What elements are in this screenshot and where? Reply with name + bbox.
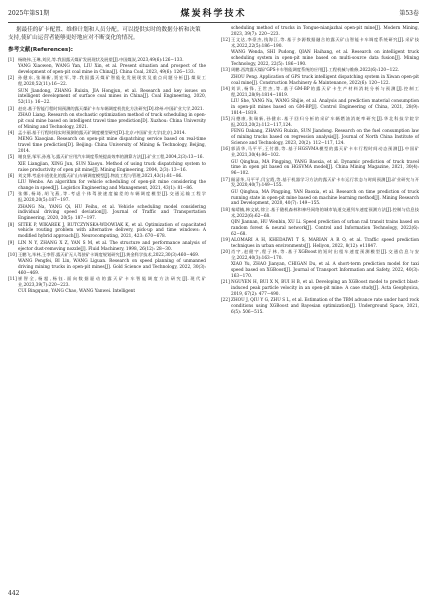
reference-text: 张娜,杨琦,胡飞燕,等.考虑个体驾驶速度偏差的车辆调度模型[J].交通运输工程学报,2020,20(5):187−197. xyxy=(18,192,206,204)
right-column xyxy=(221,26,419,317)
reference-text: 王文达,李豪杰,钱海江,等.基于多源数据融合的露天矿山智能卡车调度系统研究[J].采矿技术,2022,22(5):186−190. xyxy=(231,38,419,50)
reference-text: ZHAO Liang. Research on stochastic optimization method of truck scheduling in open-pit coal mine based on intelligent travel time prediction[D]. Xuzhou: China University of Mining and Technology, 2021. xyxy=(18,112,206,130)
reference-number: [10] xyxy=(8,252,17,258)
reference-entry xyxy=(8,241,206,253)
left-column xyxy=(8,26,206,296)
reference-entry xyxy=(8,253,206,259)
reference-entry xyxy=(8,192,206,204)
reference-entry xyxy=(8,76,206,88)
reference-text: ZHANG Na, YANG Qi, HU Feihu, et al. Vehicle scheduling model considering individual driving speed deviation[J]. Journal of Traffic and Transportation Engineering, 2020, 20(5): 187−197. xyxy=(18,204,206,222)
reference-text: 王鹏飞,毕林,王李管.露天矿无人驾驶矿卡调度规划研究[J].黄金科学技术,2022,30(3):460−469. xyxy=(18,252,200,258)
reference-text: NGUYEN H, BUI X N, BUI H B, et al. Developing an XGBoost model to predict blast-induced peak particle velocity in an open-pit mine: A case study[J]. Acta Geophysica, 2019, 67(2): 477−490. xyxy=(231,280,419,298)
reference-text: 秦靖楠,韩文斌,徐立.基于随机森林和神经网络的城市轨道交通列车速度预测方法[J].控制与信息技术,2022(6):62−68. xyxy=(231,207,419,219)
reference-entry xyxy=(221,178,419,190)
references-heading: 参考文献(References): xyxy=(8,47,74,53)
reference-number: [6] xyxy=(8,173,15,179)
reference-text: FENG Dakang, ZHANG Ruixin, SUN Jiandong. Research on the fuel consumption law of mining trucks based on regression analysis[J]. Journal of North China Institute of Science and Technology, 2023, 20(2): 112−117, 124. xyxy=(231,129,419,147)
reference-text: 孙健东,张瑞新,贾宏军,等.我国露天煤矿智能化发展现状及重点问题分析[J].煤炭工程,2020,52(11):16−22. xyxy=(18,76,206,88)
reference-text: GU Qinghua, MA Pingping, YAN Baoxia, et al. Research on time prediction of truck running state in open-pit mine based on machine learning method[J]. Mining Research and Development, 2020, 40(7): 149−155. xyxy=(231,189,419,207)
reference-text: 谢良坚,邹军,孙逸飞.露天矿应用汽车调度系统提高效率的测算方法[J].矿业工程,2004,2(3):13−16. xyxy=(18,155,204,161)
reference-number: [21] xyxy=(221,280,230,286)
reference-text: ZHOU J, QIU Y G, ZHU S L, et al. Estimation of the TBM advance rate under hard rock conditions using XGBoost and Bayesian optimization[J]. Underground Space, 2021, 6(5): 506−515. xyxy=(231,298,419,316)
page-number: 442 xyxy=(8,590,20,597)
reference-text: WANG Wenda, SHI Pudong, QIAN Haihang, et al. Research on intelligent truck scheduling system in open-pit mine based on multi-source data fusion[J]. Mining Technology, 2022, 22(5): 186−190. xyxy=(231,50,419,68)
reference-entry xyxy=(221,220,419,238)
reference-number: [16] xyxy=(221,147,230,153)
reference-entry xyxy=(221,238,419,250)
reference-number: [19] xyxy=(221,238,230,244)
reference-number: [1] xyxy=(8,57,15,63)
reference-entry xyxy=(8,89,206,107)
reference-entry xyxy=(221,68,419,74)
reference-text: 冯德康,张瑞新,孙健东.基于回归分析的采矿车辆燃油消耗率研究[J].华北科技学院学报,2023,20(2):112−117,124. xyxy=(231,117,419,128)
reference-entry xyxy=(221,147,419,159)
left-reference-list xyxy=(8,58,206,295)
reference-text: MENG Xiaoqian. Research on open-pit mine dispatching service based on real-time travel time prediction[D]. Beijing: China University of Mining & Technology, Beijing, 2014. xyxy=(18,137,206,154)
reference-entry xyxy=(221,75,419,87)
reference-text: LIU Wenbo. An algorithm for vehicle scheduling of open-pit mine considering the change in speed[J]. Logistics Engineering and Management, 2021, 43(1): 81−86. xyxy=(18,180,206,192)
reference-number: [22] xyxy=(221,298,230,304)
reference-number: [7] xyxy=(8,192,15,198)
reference-entry xyxy=(8,58,206,64)
journal-title: 煤炭科学技术 xyxy=(180,9,247,19)
reference-entry xyxy=(8,162,206,174)
reference-entry xyxy=(8,223,206,241)
intro-paragraph: 据最佳的矿卡配置、维修计划和人员分配。可以提供实时的数据分析和决策支持,使矿山运营者能够更好地应对不断变化的情况。 xyxy=(8,27,201,41)
reference-entry xyxy=(8,289,206,295)
reference-text: 郭清华,马平平,王付群,等.基于HGSVMA模型的露天矿卡车行程时间动态预测[J].中国矿业,2021,30(4):96−102. xyxy=(231,147,419,159)
reference-text: 顾清华,马平平,闫宝霞,等.基于机器学习方法的露天矿卡车运行状态与时间预测[J].矿业研究与开发,2020,40(7):149−155. xyxy=(231,177,419,189)
reference-text: ZHOU Peng. Application of GPS truck intelligent dispatching system in Xiwan open-pit coal mine[J]. Construction Machinery & Maintenance, 2022(6): 120−122. xyxy=(231,74,419,86)
reference-number: [8] xyxy=(8,222,15,228)
reference-text: CUI Bingquan, YANG Chao, WANG Yanwei. Intelligent xyxy=(18,289,136,295)
reference-number: [2] xyxy=(8,76,15,82)
reference-entry xyxy=(8,155,206,161)
reference-text: 刘识,杨锋,王世杰,等.基于GM-BP的露天矿卡生产材料消耗分析与预测[J].控制工程,2021,28(9):1814−1819. xyxy=(231,86,419,98)
reference-text: GU Qinghua, MA Pingping, YANG Baoxia, et al. Dynamic prediction of truck travel time in open pit based on HGSVMA model[J]. China Mining Magazine, 2021, 30(4): 96−102. xyxy=(231,159,419,177)
reference-entry xyxy=(8,64,206,76)
reference-entry xyxy=(8,205,206,223)
reference-text: 赵亮.基于智能行程时间预测的露天煤矿卡车车辆调度机优化方法研究[D].徐州:中国矿业大学,2021. xyxy=(18,106,204,112)
reference-entry xyxy=(8,259,206,277)
reference-number: [14] xyxy=(221,86,230,92)
right-reference-list xyxy=(221,38,419,316)
reference-entry xyxy=(8,107,206,113)
reference-text: 刘文博.考虑车道优化的露天矿山车辆调度模型[J].物流工程与管理,2021,43(1):81−86. xyxy=(18,173,183,179)
reference-entry xyxy=(8,131,206,137)
reference-entry xyxy=(221,117,419,129)
reference-text: SUN Jiandong, ZHANG Ruixin, JIA Hongjun, et al. Research and key issues on intelligent development of surface coal mines in China[J]. Coal Engineering, 2020, 52(11): 16−22. xyxy=(18,88,206,106)
reference-entry xyxy=(221,280,419,298)
reference-number: [11] xyxy=(8,277,17,283)
reference-entry xyxy=(8,277,206,289)
reference-entry xyxy=(8,180,206,192)
reference-entry xyxy=(221,250,419,262)
reference-entry xyxy=(8,113,206,131)
volume-label: 第53卷 xyxy=(399,10,419,17)
reference-text: QIN Jiannan, HU Wenbin, XU Li. Speed prediction of urban rail transit trains based on random forest & neural network[J]. Control and Information Technology, 2022(6): 62−68. xyxy=(231,220,419,237)
reference-number: [15] xyxy=(221,117,230,123)
reference-text: 肖宇,赵健宇,程子林,等.基于XGBoost的短时出租车速度预测模型[J].交通信息与安全,2022,40(3):163−170. xyxy=(231,250,419,262)
reference-number: [12] xyxy=(221,38,230,44)
reference-text: LIN N Y, ZHANG X Z, YAN S M, et al. The structure and performance analysis of ejector dust-removing nozzle[J]. Fluid Machinery, 1998, 26(12): 28−30. xyxy=(18,240,206,252)
reference-number: [17] xyxy=(221,177,230,183)
reference-text: 崔智全,杨超,杨钰.面向数据驱动的露天矿卡车智能调度方法研究[J].现代矿业,2023,39(7):220−223. xyxy=(18,277,206,289)
right-continuation xyxy=(221,26,419,38)
reference-text: XIE Liangjian, XING Jun, SUN Xiaoyu. Method of using truck dispatching system to raise productivity of open pit mine[J]. Mining Engineering, 2004, 2(3): 13−16. xyxy=(18,161,206,173)
reference-entry xyxy=(221,38,419,50)
reference-entry xyxy=(221,50,419,68)
reference-entry xyxy=(221,208,419,220)
reference-text: 孟小丽.基于行程时间实时预测的露天矿调度模型研究[D].北京:中国矿业大学(北京),2014. xyxy=(18,130,186,136)
reference-text: 杨晓伟,王琳,刘民,等.我国露天煤矿发展现状及展望[J].中国煤炭,2023,49(6):126−133. xyxy=(18,57,184,63)
reference-number: [3] xyxy=(8,106,15,112)
reference-continuation: scheduling method of trucks in Tongue-nianjazhai open-pit mine[J]. Modern Mining, 2023, 39(7): 220−223. xyxy=(231,26,419,37)
reference-text: 周鹏.西湾露天煤矿GPS卡车智能调度系统的应用[J].工程机械与维修,2022(6):120−122. xyxy=(231,68,400,74)
reference-entry xyxy=(221,160,419,178)
reference-entry xyxy=(221,129,419,147)
reference-entry xyxy=(221,190,419,208)
reference-number: [20] xyxy=(221,250,230,256)
reference-number: [4] xyxy=(8,130,15,136)
reference-entry xyxy=(8,174,206,180)
reference-number: [9] xyxy=(8,240,15,246)
reference-entry xyxy=(221,99,419,117)
running-header xyxy=(8,6,419,23)
reference-text: YANG Xiaowen, WANG Yan, LIU Xin, et al. Present situation and prospect of the development of open-pit coal mine in China[J]. China Coal, 2023, 49(6): 126−133. xyxy=(18,64,206,76)
reference-text: LIU She, YANG Na, WANG Shijie, et al. Analysis and prediction material consumption in open-pit mines based on GM-BP[J]. Control Engineering of China, 2021, 28(9): 1814−1819. xyxy=(231,99,419,116)
reference-text: WANG Pengfei, BI Lin, WANG Liguan. Research on speed planning of unmanned driving mining trucks in open-pit mines[J]. Gold Science and Technology, 2022, 30(3): 460−469. xyxy=(18,259,206,276)
reference-text: ALOMARI A H, KHEDAIWI T S, MARIAN A R O, et al. Traffic speed prediction techniques in urban environments[J]. Heliyon, 2022, 8(12): e11847. xyxy=(231,238,419,249)
reference-text: SITEK P, WIKAREK J, RUTCZYNSKA-WDOWIAK K, et al. Optimization of capacitated vehicle routing problem with alternative delivery, pick-up and time windows: A modified hybrid approach[J]. Neurocomputing, 2021, 423: 670−678. xyxy=(18,222,206,240)
reference-text: XIAO Yu, ZHAO Jianyan, CHIGAN Du, et al. A short-term prediction model for taxi speed based on XGBoost[J]. Journal of Transport Information and Safety, 2022, 40(3): 163−170. xyxy=(231,262,419,280)
reference-entry xyxy=(221,87,419,99)
reference-number: [13] xyxy=(221,68,230,74)
reference-number: [5] xyxy=(8,155,15,161)
reference-number: [18] xyxy=(221,207,230,213)
issue-label: 2025年第S1期 xyxy=(8,10,50,17)
reference-entry xyxy=(221,298,419,316)
reference-entry xyxy=(8,137,206,155)
reference-entry xyxy=(221,262,419,280)
